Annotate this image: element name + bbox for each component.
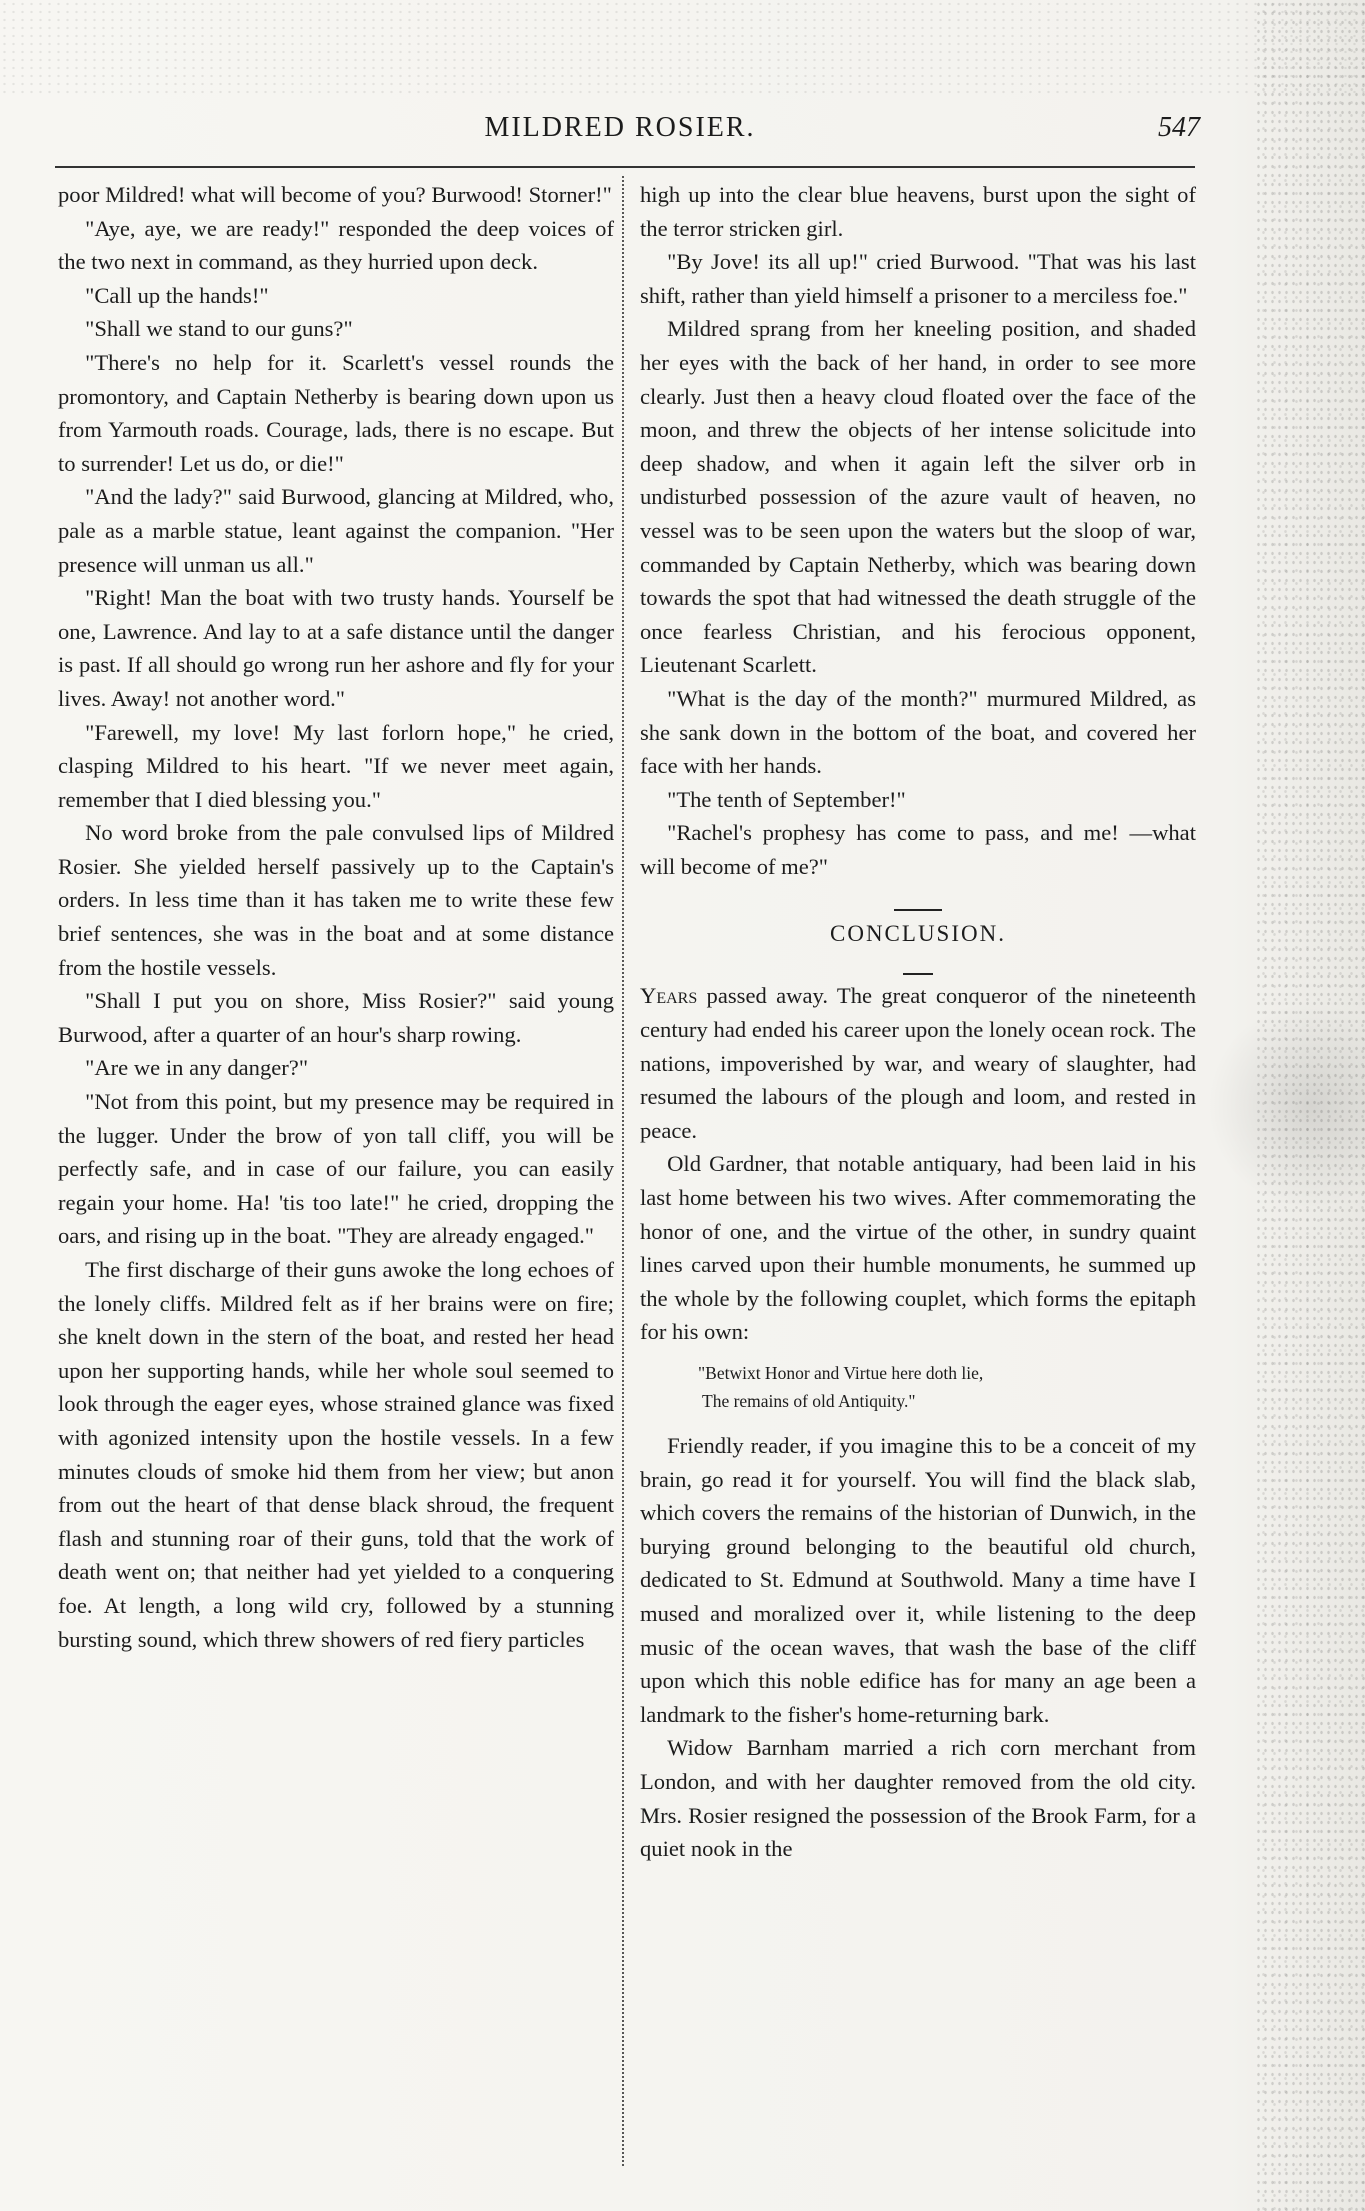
paragraph: Widow Barnham married a rich corn merchant from London, and with her daughter removed from the old city. Mrs. Rosier resigned the possession of the Brook Farm, for a quiet nook in the (640, 1735, 1196, 1862)
section-separator (640, 883, 1196, 917)
section-heading: CONCLUSION. (830, 921, 1006, 947)
running-title: MILDRED ROSIER. (484, 112, 756, 143)
paragraph: "By Jove! its all up!" cried Burwood. "That was his last shift, rather than yield himself a prisoner to a merciless foe." (640, 249, 1196, 308)
paragraph: high up into the clear blue heavens, burst upon the sight of the terror stricken girl. (640, 182, 1196, 241)
paragraph: No word broke from the pale convulsed lips of Mildred Rosier. She yielded herself passively up to the Captain's orders. In less time than it has taken me to write these few brief sentences, she was in the boat and at some distance from the hostile vessels. (58, 820, 614, 980)
paragraph: Mildred sprang from her kneeling position, and shaded her eyes with the back of her hand, in order to see more clearly. Just then a heavy cloud floated over the face of the moon, and threw the objects of her intense solicitude into deep shadow, and when it again left the silver orb in undisturbed possession of the azure vault of heaven, no vessel was to be seen upon the waters but the sloop of war, commanded by Captain Netherby, which was bearing down towards the spot that had witnessed the death struggle of the once fearless Christian, and his ferocious opponent, Lieutenant Scarlett. (640, 316, 1196, 678)
paragraph: Old Gardner, that notable antiquary, had been laid in his last home between his two wives. After commemorating the honor of one, and the virtue of the other, in sundry quaint lines carved upon their humble monuments, he summed up the whole by the following couplet, which forms the epitaph for his own: (640, 1151, 1196, 1345)
paragraph: "Farewell, my love! My last forlorn hope," he cried, clasping Mildred to his heart. "If we never meet again, remember that I died blessing you." (58, 719, 614, 812)
header-rule (55, 166, 1195, 168)
column-divider (622, 176, 624, 2166)
paragraph: "Shall I put you on shore, Miss Rosier?" said young Burwood, after a quarter of an hour's sharp rowing. (58, 988, 614, 1047)
lead-word: Years (640, 983, 698, 1009)
paragraph: "What is the day of the month?" murmured Mildred, as she sank down in the bottom of the boat, and covered her face with her hands. (640, 685, 1196, 779)
epitaph-line: "Betwixt Honor and Virtue here doth lie, (698, 1363, 984, 1383)
paragraph: "And the lady?" said Burwood, glancing at Mildred, who, pale as a marble statue, leant against the companion. "Her presence will unman us all." (58, 484, 614, 577)
paragraph: Friendly reader, if you imagine this to be a conceit of my brain, go read it for yourself. You will find the black slab, which covers the remains of the historian of Dunwich, in the burying ground belonging to the beautiful old church, dedicated to St. Edmund at Southwold. Many a time have I mused and moralized over it, while listening to the deep music of the ocean waves, that wash the base of the cliff upon which this noble edifice has for many an age been a landmark to the fisher's home-returning bark. (640, 1433, 1196, 1727)
paragraph: "Shall we stand to our guns?" (85, 316, 353, 342)
left-column (58, 178, 614, 1656)
page-number: 547 (1158, 112, 1200, 143)
scan-noise-edge (1255, 0, 1365, 2211)
paragraph: poor Mildred! what will become of you? Burwood! Storner!" (58, 182, 612, 207)
paragraph: "There's no help for it. Scarlett's vessel rounds the promontory, and Captain Netherby is bearing down upon us from Yarmouth roads. Courage, lads, there is no escape. But to surrender! Let us do, or die!" (58, 349, 614, 476)
paragraph: "The tenth of September!" (667, 786, 906, 812)
paragraph: The first discharge of their guns awoke the long echoes of the lonely cliffs. Mildred felt as if her brains were on fire; she knelt down in the stern of the boat, and rested her head upon her supporting hands, while her whole soul seemed to look through the eager eyes, whose strained glance was fixed with agonized intensity upon the hostile vessels. In a few minutes clouds of smoke hid them from her view; but anon from out the heart of that dense black shroud, the frequent flash and stunning roar of their guns, told that the work of death went on; that neither had yet yielded to a conquering foe. At length, a long wild cry, followed by a stunning bursting sound, which threw showers of red fiery particles (58, 1257, 614, 1652)
scan-noise-top (0, 0, 1365, 95)
right-column (640, 178, 1196, 1866)
page-header (40, 112, 1200, 152)
paragraph: "Aye, aye, we are ready!" responded the deep voices of the two next in command, as they hurried upon deck. (58, 215, 614, 275)
paragraph: "Right! Man the boat with two trusty hands. Yourself be one, Lawrence. And lay to at a safe distance until the danger is past. If all should go wrong run her ashore and fly for your lives. Away! not another word." (58, 585, 614, 711)
paragraph: "Not from this point, but my presence may be required in the lugger. Under the brow of yon tall cliff, you will be perfectly safe, and in case of our failure, you can easily regain your home. Ha! 'tis too late!" he cried, dropping the oars, and rising up in the boat. "They are already engaged." (58, 1089, 614, 1249)
paragraph: "Are we in any danger?" (85, 1055, 309, 1081)
paragraph (640, 979, 1196, 1147)
paragraph: "Call up the hands!" (85, 282, 269, 308)
paragraph: "Rachel's prophesy has come to pass, and me! —what will become of me?" (640, 820, 1196, 879)
paragraph-text: passed away. The great conqueror of the nineteenth century had ended his career upon the lonely ocean rock. The nations, impoverished by war, and weary of slaughter, had resumed the labours of the plough and loom, and rested in peace. (640, 983, 1196, 1143)
epitaph-line: The remains of old Antiquity." (702, 1391, 916, 1411)
heading-dash (640, 951, 1196, 979)
epitaph (640, 1359, 1196, 1415)
